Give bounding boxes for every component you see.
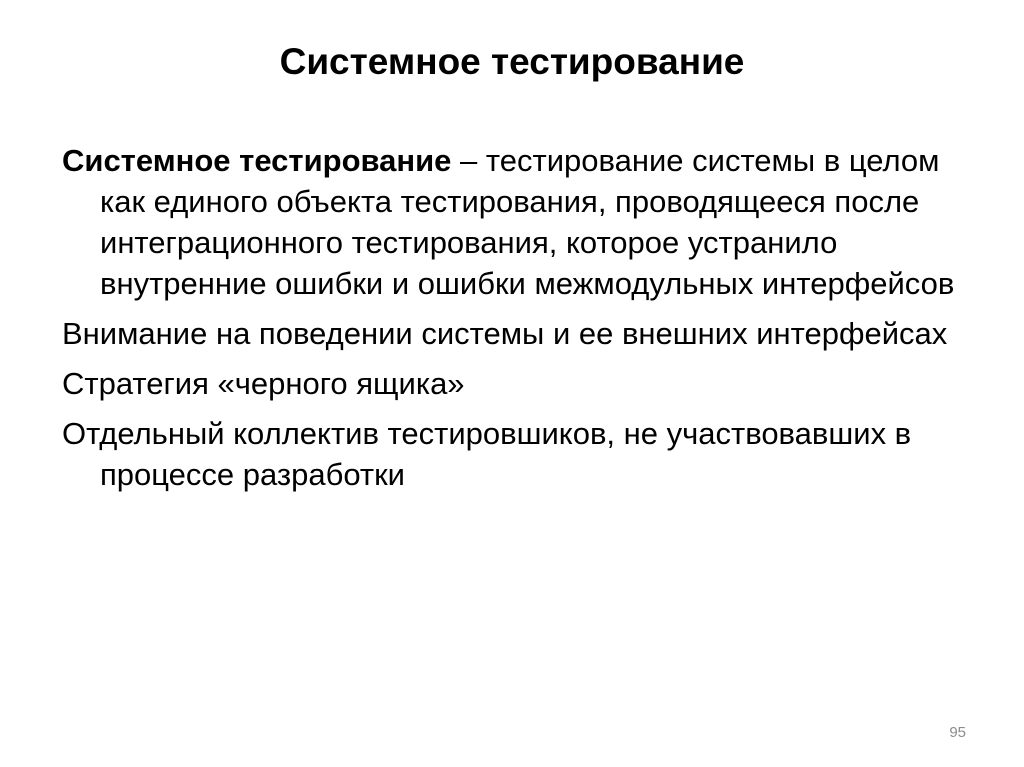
- definition-text: – тестирование системы в целом как единого объекта тестирования, проводящееся после интеграционного тестирования, которое устранило внутренние ошибки и ошибки межмодульных интерфейсов: [100, 143, 955, 301]
- paragraph-definition: [62, 140, 962, 304]
- paragraph-focus: [62, 313, 962, 354]
- team-text: Отдельный коллектив тестировшиков, не участвовавших в процессе разработки: [62, 416, 912, 492]
- strategy-text: Стратегия «черного ящика»: [62, 366, 465, 401]
- slide-body: [62, 140, 962, 504]
- page-number: 95: [949, 724, 966, 741]
- focus-text: Внимание на поведении системы и ее внешних интерфейсах: [62, 316, 948, 351]
- definition-term: Системное тестирование: [62, 143, 452, 178]
- slide-title: Системное тестирование: [279, 41, 745, 82]
- paragraph-team: [62, 413, 962, 495]
- paragraph-strategy: [62, 363, 962, 404]
